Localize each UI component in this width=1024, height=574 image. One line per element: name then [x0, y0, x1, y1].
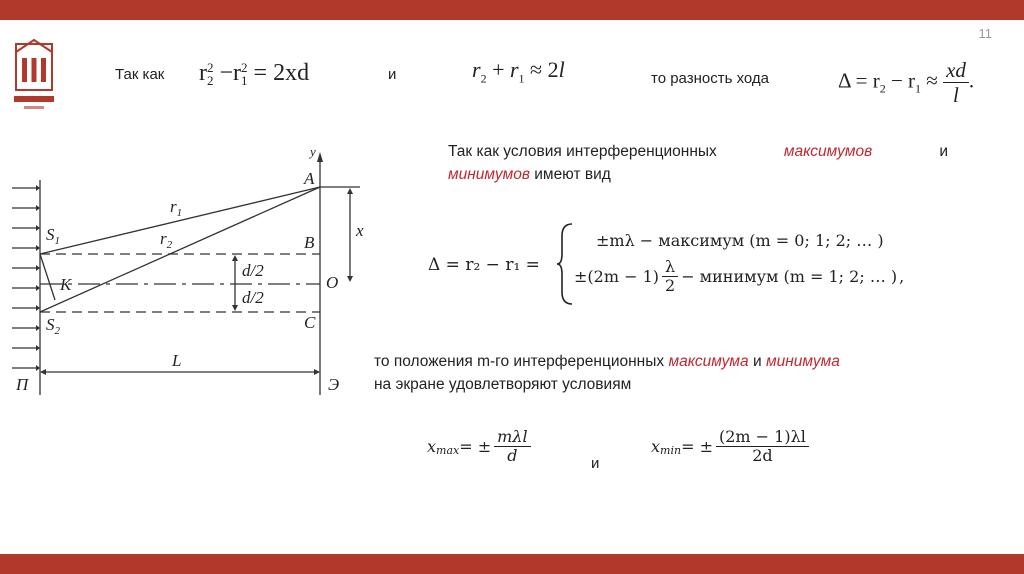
label-O: O [326, 273, 339, 292]
label-r2: $r_2$ [160, 229, 173, 251]
system-brace [556, 222, 574, 306]
path-difference-label: то разность хода [651, 70, 770, 87]
paragraph-conditions: Так как условия интерференционных максимумов и минимумов имеют вид [448, 143, 948, 183]
incoming-arrows [12, 188, 36, 368]
university-logo [12, 36, 56, 116]
paragraph-positions: то положения m-го интерференционных максимума и минимума на экране удовлетворяют условиям [374, 353, 840, 393]
maximum-condition: ±mλ − максимум (m = 0; 1; 2; … ) [596, 231, 884, 250]
label-L: L [172, 351, 182, 370]
label-S1: $S_1$ [46, 225, 60, 247]
xmax-formula: x $_{max}$ = ± $\frac{\text{mλl}}{d}$ [427, 428, 531, 466]
label-x: x [356, 221, 364, 240]
equation-sum-r: $r_2 + r_1 \approx 2l$ [472, 57, 565, 86]
label-r1: $r_1$ [170, 197, 183, 219]
label-d2-top: d/2 [242, 261, 264, 280]
minimum-condition: ±(2m − 1) $\frac{\lambda}{2}$ − минимум (m = 1; 2; … ) , [574, 257, 905, 296]
slide-number: 11 [978, 26, 992, 41]
equation-delta-approx: $\Delta = r_2 - r_1$ ≈ $\frac{xd}{l}$ . [838, 58, 975, 108]
bottom-bar [0, 554, 1024, 574]
label-A: A [304, 169, 315, 188]
label-K: K [60, 275, 72, 294]
delta-lhs: Δ = r₂ − r₁ = [428, 255, 540, 275]
label-S2: $S_2$ [46, 315, 60, 337]
logo-text: СибГАСУ [16, 97, 48, 104]
top-bar [0, 0, 1024, 20]
label-d2-bottom: d/2 [242, 288, 264, 307]
xmin-formula: x $_{min}$ = ± $\frac{(2m - 1)\lambda l}{2d}$ [651, 428, 809, 466]
label-B: B [304, 233, 315, 252]
since-label: Так как [115, 66, 165, 83]
equation-r-squared: r 2 2 −r 2 1 = 2xd [199, 60, 310, 89]
interference-diagram [10, 140, 390, 410]
label-C: C [304, 313, 316, 332]
and-label-1: и [388, 66, 397, 83]
label-E: Э [328, 375, 340, 394]
label-y: y [310, 144, 316, 159]
and-label-2: и [591, 455, 600, 472]
label-P: П [16, 375, 29, 394]
